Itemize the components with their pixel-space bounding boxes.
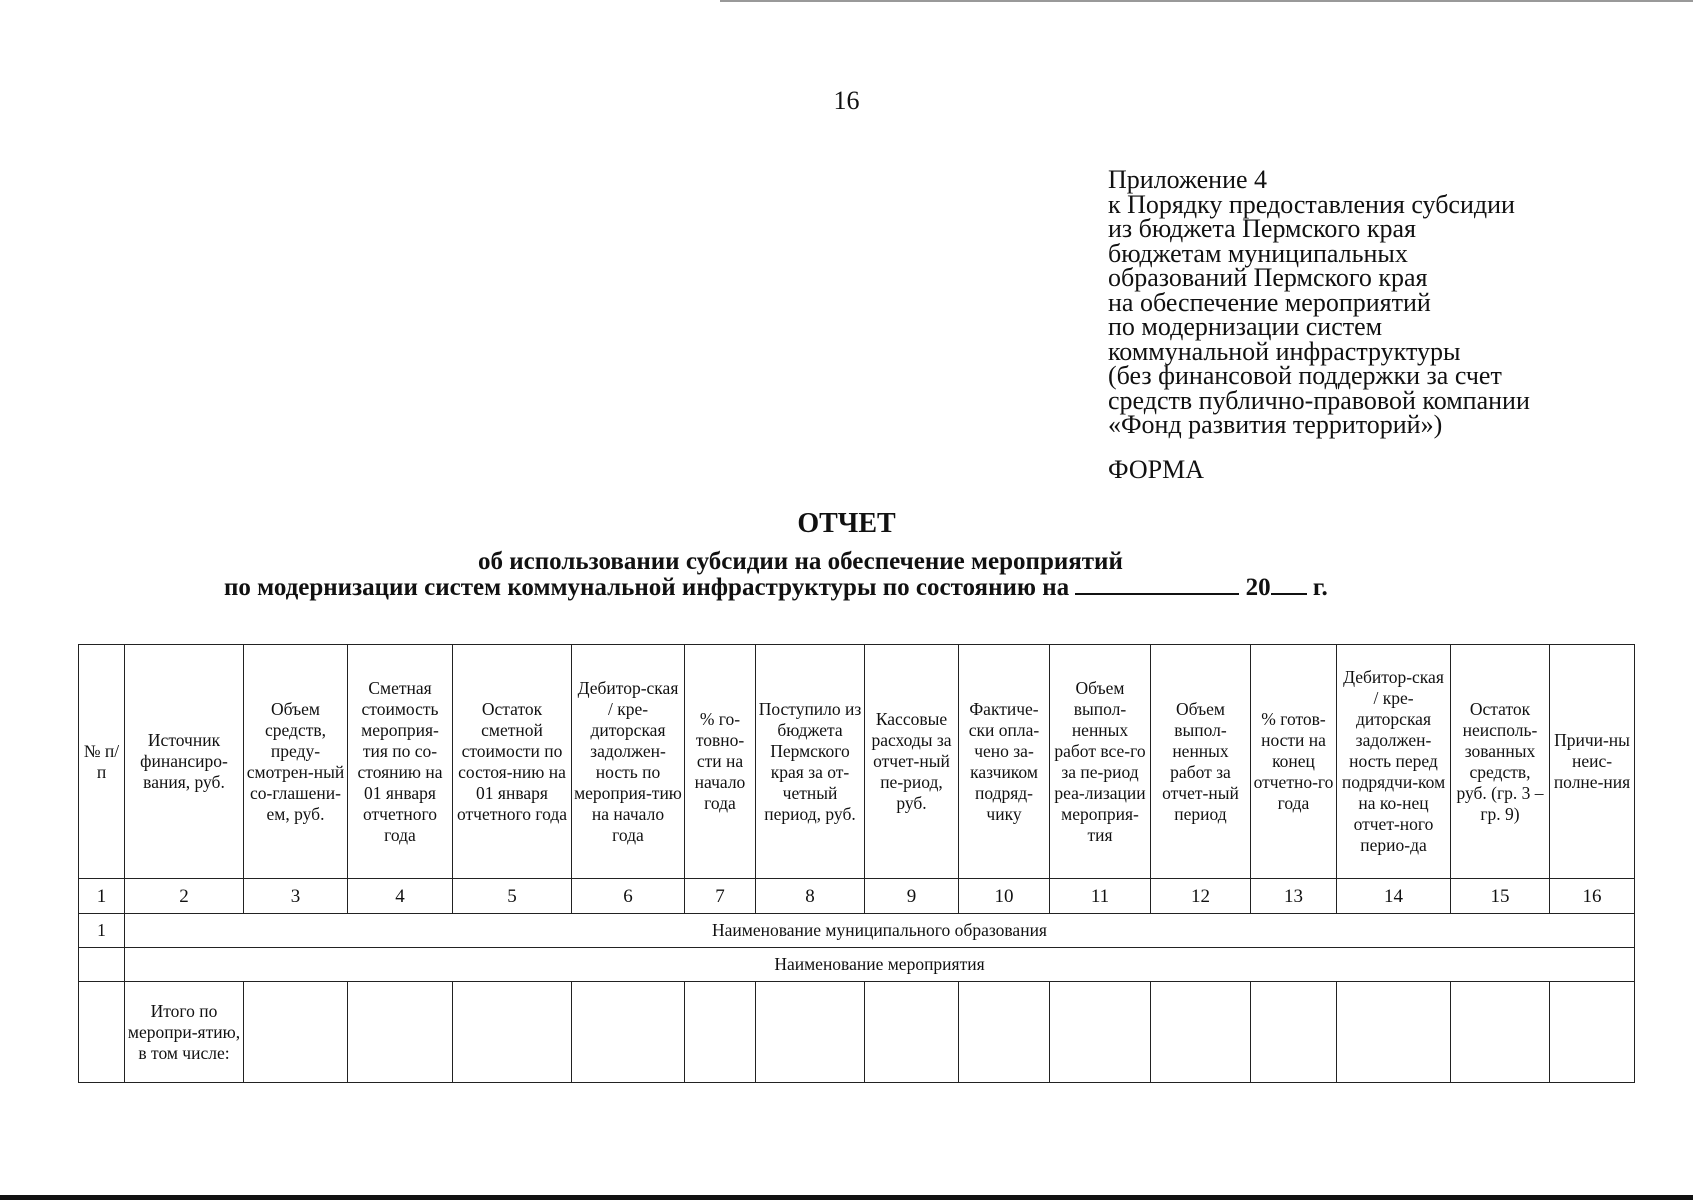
header-cell: Объем выпол-ненных работ за отчет-ный период (1151, 645, 1251, 879)
header-cell: Объем выпол-ненных работ все-го за пе-риод реа-лизации мероприя-тия (1050, 645, 1151, 879)
header-cell: Кассовые расходы за отчет-ный пе-риод, руб. (865, 645, 959, 879)
empty-cell (959, 982, 1050, 1083)
column-number-cell: 14 (1337, 879, 1451, 914)
column-number-cell: 4 (348, 879, 453, 914)
empty-cell (244, 982, 348, 1083)
column-number-cell: 13 (1251, 879, 1337, 914)
header-cell: Источник финансиро-вания, руб. (125, 645, 244, 879)
total-row (79, 982, 1635, 1083)
empty-cell (79, 948, 125, 982)
header-cell: % го-товно-сти на начало года (685, 645, 756, 879)
measure-name-cell: Наименование мероприятия (125, 948, 1635, 982)
empty-cell (1337, 982, 1451, 1083)
measure-row (79, 948, 1635, 982)
column-number-cell: 10 (959, 879, 1050, 914)
column-number-cell: 3 (244, 879, 348, 914)
header-cell: % готов-ности на конец отчетно-го года (1251, 645, 1337, 879)
column-number-cell: 2 (125, 879, 244, 914)
empty-cell (685, 982, 756, 1083)
municipality-name-cell: Наименование муниципального образования (125, 914, 1635, 948)
empty-cell (1451, 982, 1550, 1083)
report-subtitle-line2 (224, 574, 1328, 602)
appendix-line: Приложение 4 (1108, 165, 1268, 194)
empty-cell (348, 982, 453, 1083)
year-blank (1271, 593, 1307, 595)
appendix-line: по модернизации систем (1108, 312, 1383, 341)
top-scan-rule (720, 0, 1693, 2)
header-cell: Остаток неисполь-зованных средств, руб. (гр. 3 – гр. 9) (1451, 645, 1550, 879)
header-cell: Фактиче-ски опла-чено за-казчиком подряд-чику (959, 645, 1050, 879)
total-label-cell: Итого по меропри-ятию, в том числе: (125, 982, 244, 1083)
appendix-line: (без финансовой поддержки за счет (1108, 361, 1502, 390)
header-cell: № п/п (79, 645, 125, 879)
header-cell: Сметная стоимость мероприя-тия по со-стоянию на 01 января отчетного года (348, 645, 453, 879)
column-number-cell: 9 (865, 879, 959, 914)
column-number-cell: 7 (685, 879, 756, 914)
appendix-line: бюджетам муниципальных (1108, 238, 1408, 268)
appendix-block (1108, 165, 1530, 439)
header-cell: Поступило из бюджета Пермского края за от-четный период, руб. (756, 645, 865, 879)
empty-cell (1050, 982, 1151, 1083)
report-subtitle-line1: об использовании субсидии на обеспечение мероприятий (478, 548, 1123, 575)
header-row (79, 645, 1635, 879)
appendix-line: коммунальной инфраструктуры (1108, 336, 1461, 366)
empty-cell (1251, 982, 1337, 1083)
column-number-cell: 1 (79, 879, 125, 914)
appendix-line: образований Пермского края (1108, 263, 1428, 292)
empty-cell (572, 982, 685, 1083)
empty-cell (79, 982, 125, 1083)
appendix-line: из бюджета Пермского края (1108, 214, 1417, 243)
appendix-line: к Порядку предоставления субсидии (1108, 189, 1515, 219)
page-number: 16 (833, 86, 860, 115)
date-blank (1075, 593, 1239, 595)
scan-bottom-border (0, 1195, 1693, 1200)
form-label: ФОРМА (1108, 455, 1204, 484)
appendix-line: на обеспечение мероприятий (1108, 287, 1431, 317)
empty-cell (453, 982, 572, 1083)
column-number-cell: 11 (1050, 879, 1151, 914)
subtitle-text: по модернизации систем коммунальной инфраструктуры по состоянию на (224, 574, 1070, 601)
column-number-row (79, 879, 1635, 914)
header-cell: Дебитор-ская / кре-диторская задолжен-ность по мероприя-тию на начало года (572, 645, 685, 879)
municipality-row (79, 914, 1635, 948)
column-number-cell: 5 (453, 879, 572, 914)
column-number-cell: 12 (1151, 879, 1251, 914)
report-table (78, 644, 1635, 1083)
column-number-cell: 8 (756, 879, 865, 914)
column-number-cell: 15 (1451, 879, 1550, 914)
report-title: ОТЧЕТ (797, 508, 896, 539)
empty-cell (865, 982, 959, 1083)
header-cell: Остаток сметной стоимости по состоя-нию на 01 января отчетного года (453, 645, 572, 879)
row-number-cell: 1 (79, 914, 125, 948)
year-prefix: 20 (1245, 574, 1271, 601)
empty-cell (1550, 982, 1635, 1083)
header-cell: Дебитор-ская / кре-диторская задолжен-ность перед подрядчи-ком на ко-нец отчет-ного перио-да (1337, 645, 1451, 879)
empty-cell (1151, 982, 1251, 1083)
appendix-line: «Фонд развития территорий») (1108, 410, 1443, 439)
empty-cell (756, 982, 865, 1083)
year-suffix: г. (1312, 574, 1328, 601)
header-cell: Причи-ны неис-полне-ния (1550, 645, 1635, 879)
column-number-cell: 6 (572, 879, 685, 914)
column-number-cell: 16 (1550, 879, 1635, 914)
appendix-line: средств публично-правовой компании (1108, 385, 1530, 415)
header-cell: Объем средств, преду-смотрен-ный со-глашени-ем, руб. (244, 645, 348, 879)
